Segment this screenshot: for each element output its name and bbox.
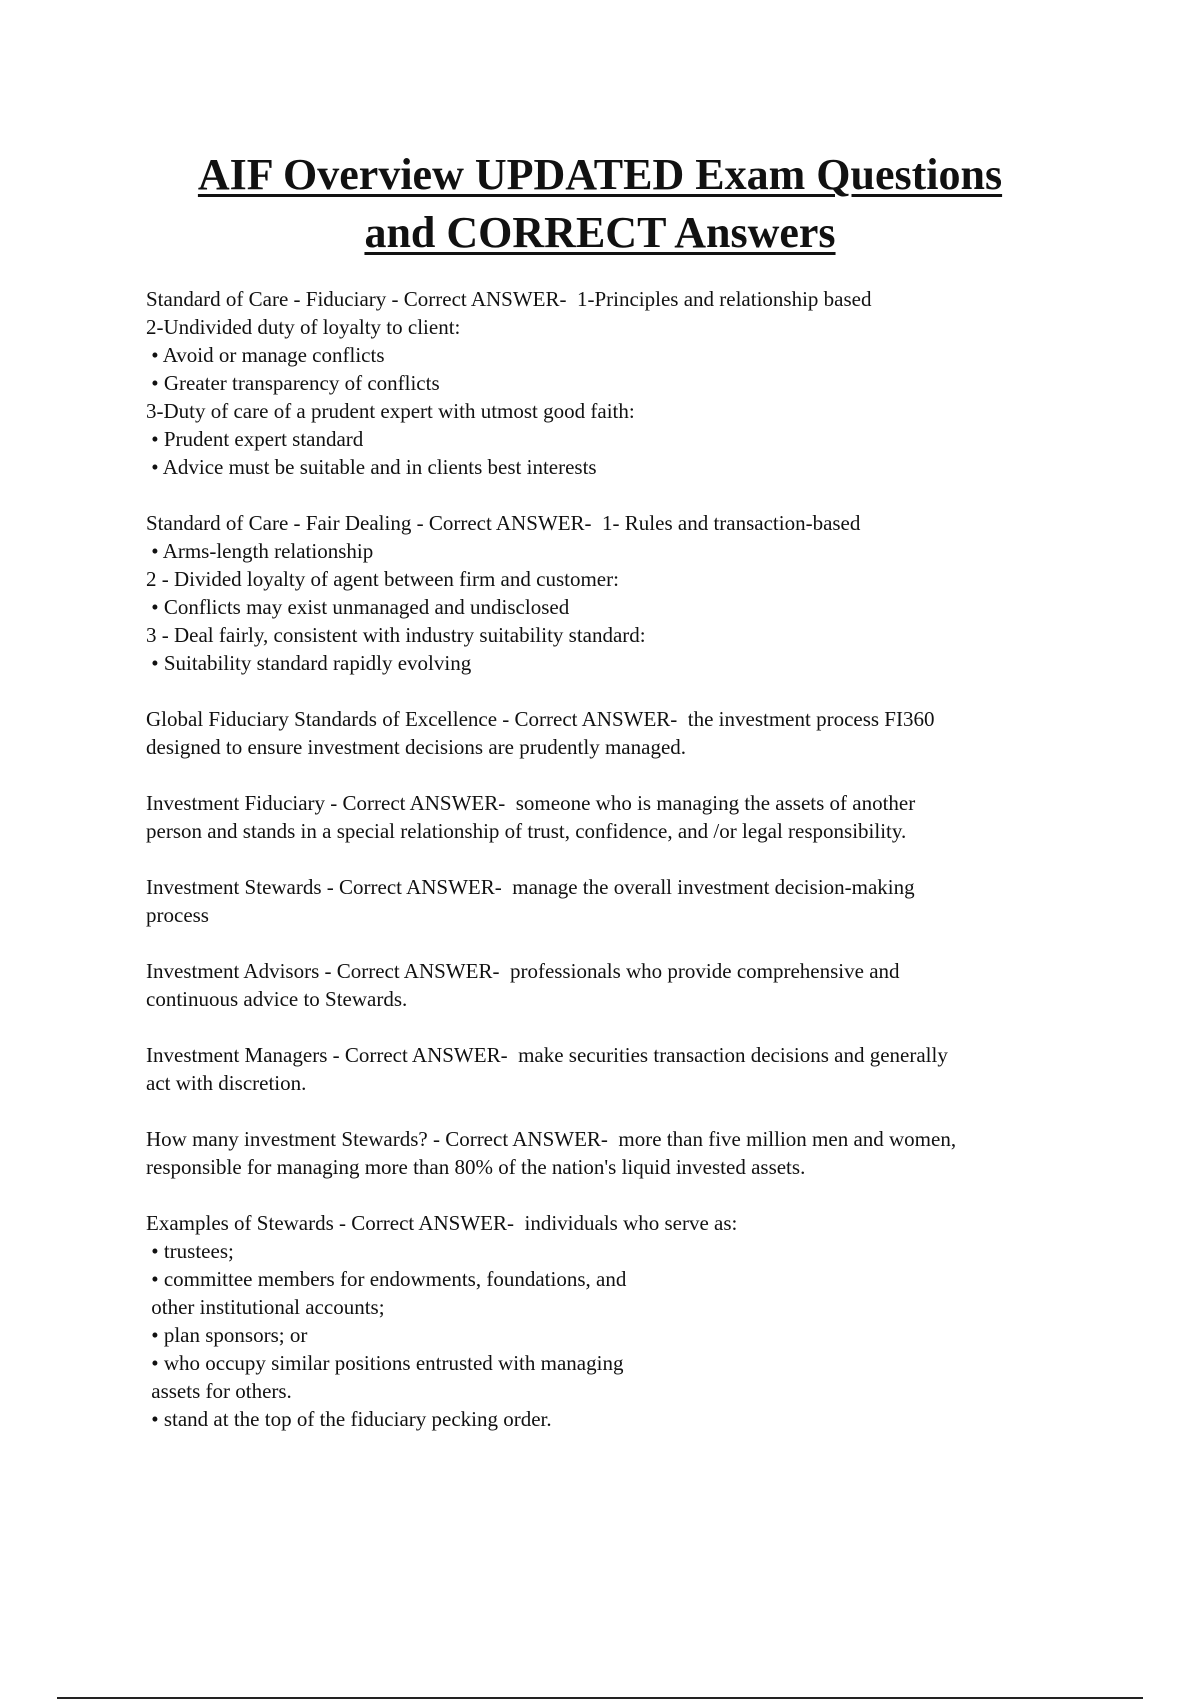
qa-answer-line: designed to ensure investment decisions are prudently managed. [146,735,687,759]
qa-answer-line: 2-Undivided duty of loyalty to client: [146,315,461,339]
qa-question-line: Standard of Care - Fair Dealing - Correct ANSWER- 1- Rules and transaction-based [146,511,861,535]
qa-question-line: Investment Advisors - Correct ANSWER- professionals who provide comprehensive and [146,959,900,983]
qa-question-line: Investment Managers - Correct ANSWER- make securities transaction decisions and generally [146,1043,948,1067]
qa-entry [146,957,1106,1013]
qa-entry [146,285,1106,481]
qa-answer-line: 3-Duty of care of a prudent expert with utmost good faith: [146,399,635,423]
document-title-line-2: and CORRECT Answers [364,208,836,257]
qa-answer-line: • Arms-length relationship [146,539,374,563]
qa-answer-line: act with discretion. [146,1071,307,1095]
qa-answer-line: responsible for managing more than 80% of the nation's liquid invested assets. [146,1155,806,1179]
qa-answer-line: • Avoid or manage conflicts [146,343,385,367]
qa-question-line: Standard of Care - Fiduciary - Correct ANSWER- 1-Principles and relationship based [146,287,872,311]
qa-entry [146,789,1106,845]
qa-answer-line: • Conflicts may exist unmanaged and undisclosed [146,595,570,619]
qa-entry [146,1209,1106,1433]
qa-entry [146,873,1106,929]
qa-entry [146,509,1106,677]
qa-answer-line: assets for others. [146,1379,292,1403]
qa-answer-line: • committee members for endowments, foundations, and [146,1267,627,1291]
document-title [100,146,1100,262]
qa-question-line: Investment Fiduciary - Correct ANSWER- someone who is managing the assets of another [146,791,916,815]
qa-answer-line: process [146,903,209,927]
qa-answer-line: 3 - Deal fairly, consistent with industry suitability standard: [146,623,646,647]
qa-question-line: Investment Stewards - Correct ANSWER- manage the overall investment decision-making [146,875,915,899]
qa-answer-line: • Greater transparency of conflicts [146,371,440,395]
page-bottom-divider [57,1697,1143,1699]
qa-entry [146,1125,1106,1181]
qa-answer-line: 2 - Divided loyalty of agent between firm and customer: [146,567,619,591]
qa-answer-line: • who occupy similar positions entrusted with managing [146,1351,624,1375]
qa-answer-line: • Advice must be suitable and in clients best interests [146,455,597,479]
document-title-line-1: AIF Overview UPDATED Exam Questions [197,150,1003,199]
qa-entry [146,1041,1106,1097]
qa-answer-line: • stand at the top of the fiduciary pecking order. [146,1407,552,1431]
qa-question-line: Global Fiduciary Standards of Excellence - Correct ANSWER- the investment process FI360 [146,707,935,731]
qa-answer-line: other institutional accounts; [146,1295,385,1319]
qa-question-line: Examples of Stewards - Correct ANSWER- individuals who serve as: [146,1211,738,1235]
qa-answer-line: • Suitability standard rapidly evolving [146,651,472,675]
qa-answer-line: • trustees; [146,1239,234,1263]
qa-answer-line: person and stands in a special relationship of trust, confidence, and /or legal responsibility. [146,819,907,843]
qa-question-line: How many investment Stewards? - Correct ANSWER- more than five million men and women, [146,1127,957,1151]
qa-list [146,285,1106,1461]
qa-answer-line: • plan sponsors; or [146,1323,308,1347]
qa-answer-line: continuous advice to Stewards. [146,987,408,1011]
qa-answer-line: • Prudent expert standard [146,427,364,451]
qa-entry [146,705,1106,761]
